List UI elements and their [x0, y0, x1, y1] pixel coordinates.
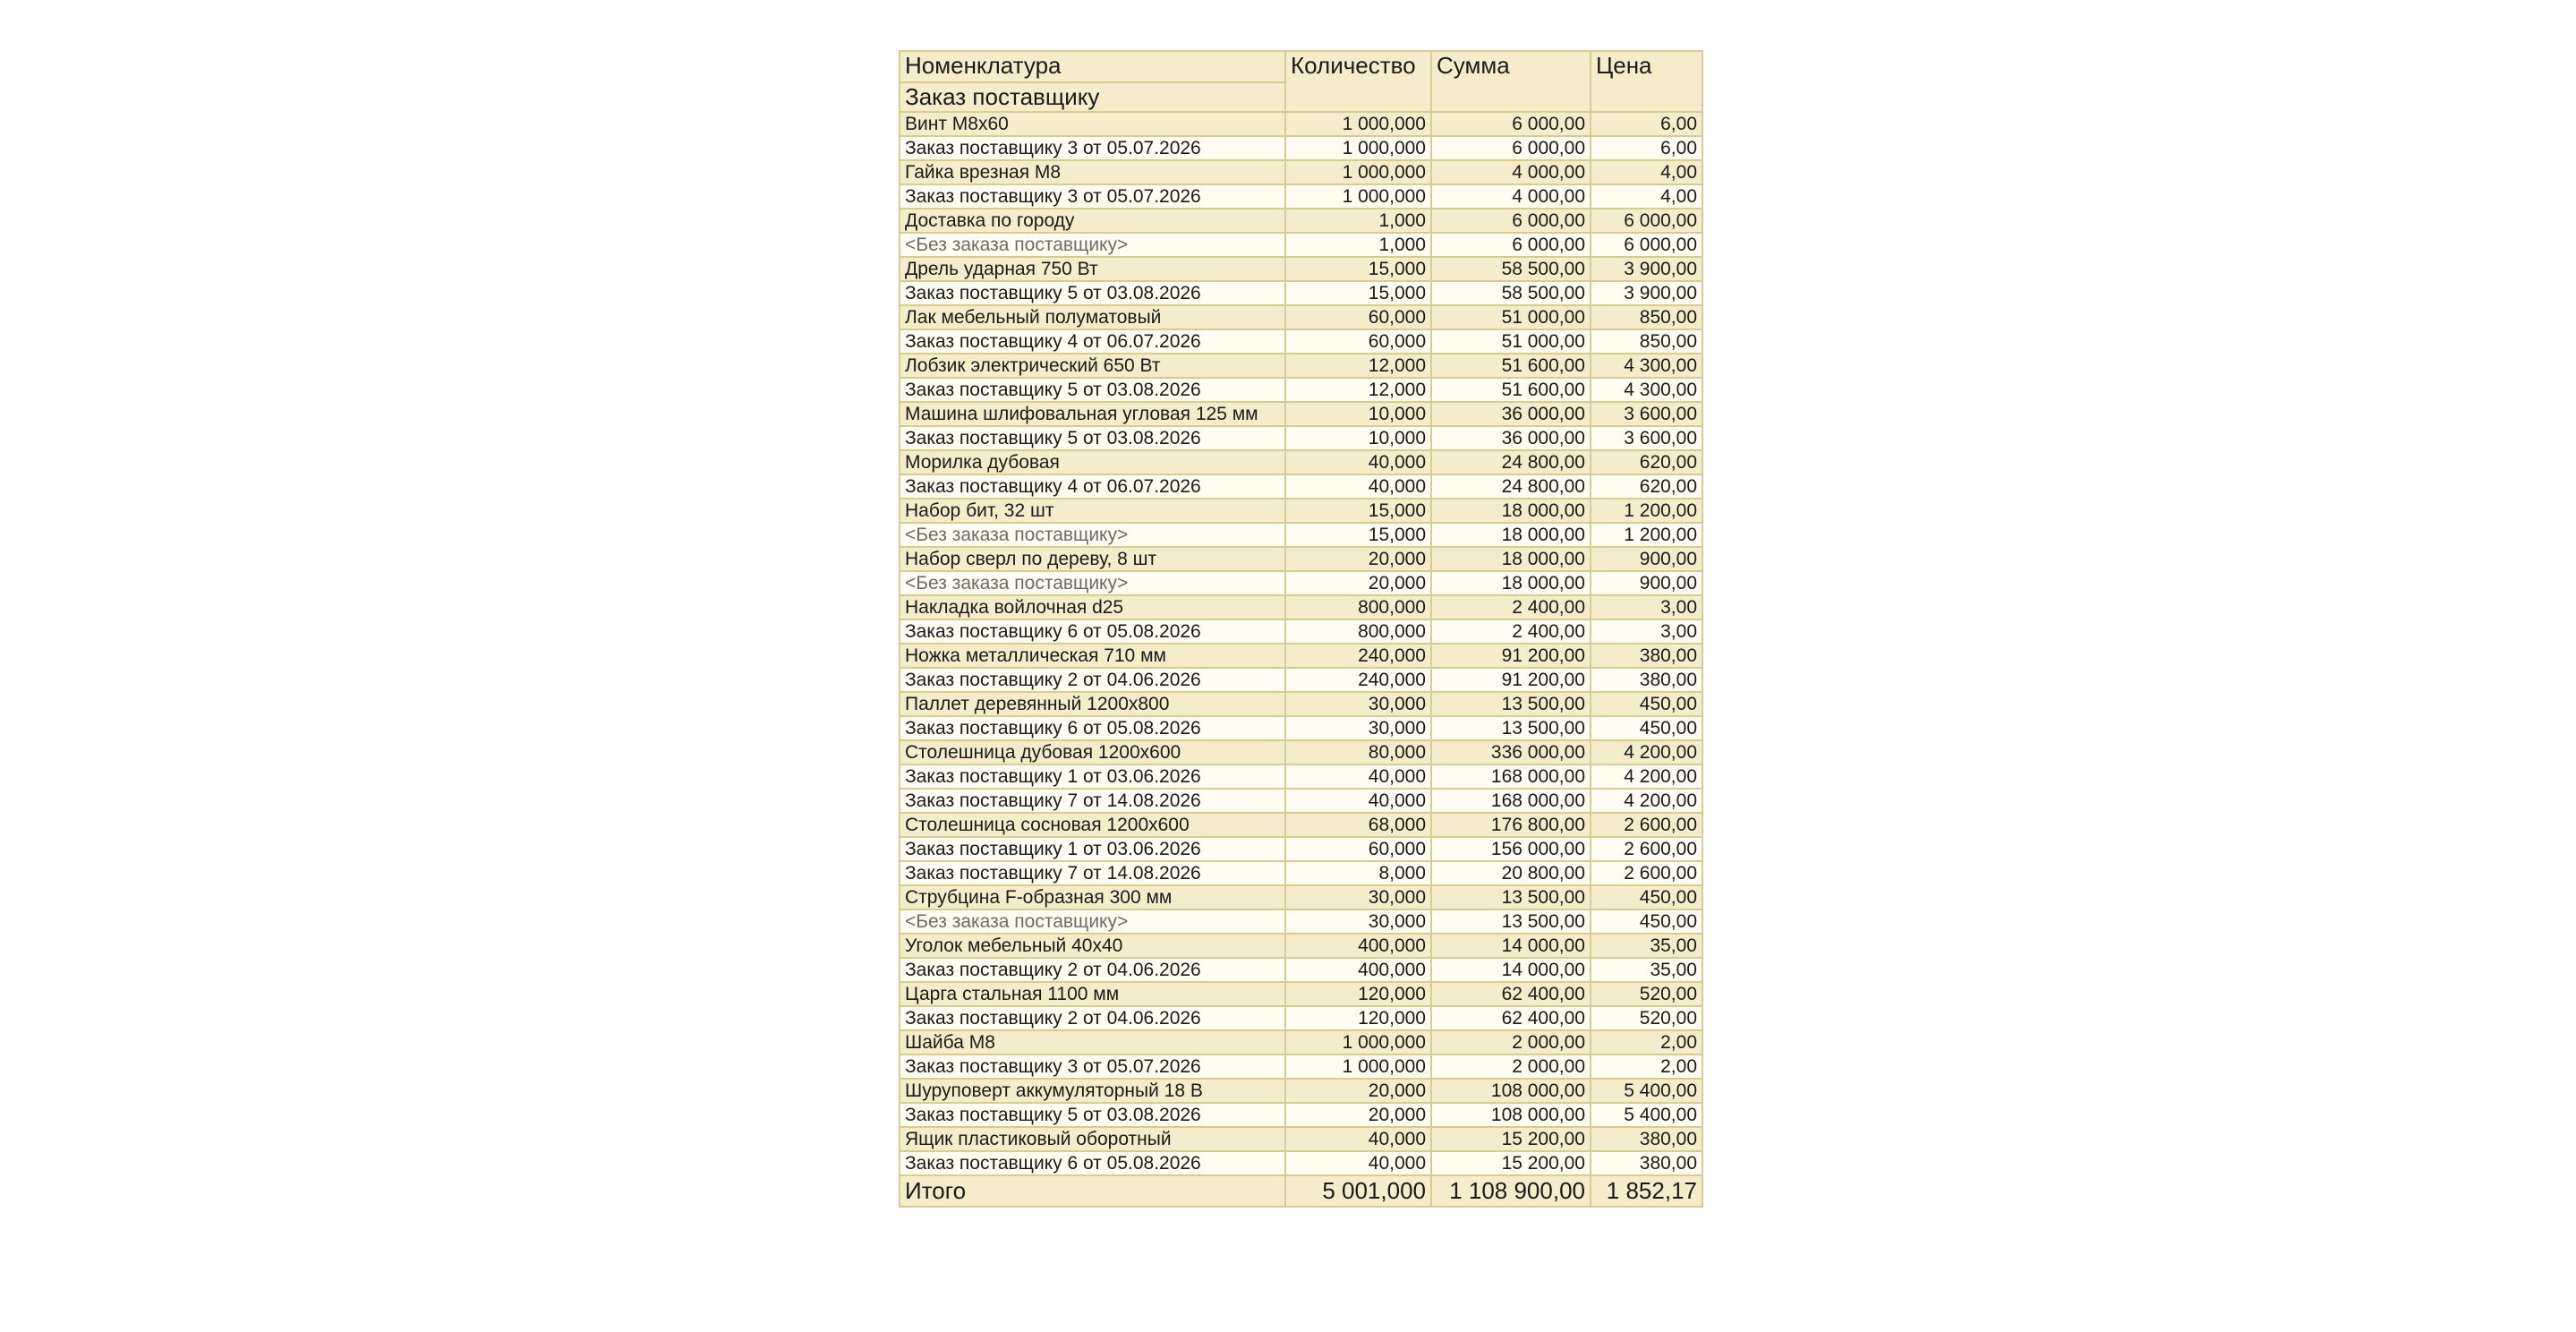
cell-price: 4 200,00 [1591, 764, 1702, 789]
nomenclature-row[interactable] [900, 1127, 1702, 1151]
order-row[interactable] [900, 1103, 1702, 1127]
cell-name: Заказ поставщику 5 от 03.08.2026 [900, 281, 1285, 305]
nomenclature-row[interactable] [900, 595, 1702, 619]
cell-name: Заказ поставщику 5 от 03.08.2026 [900, 378, 1285, 402]
cell-sum: 2 400,00 [1431, 619, 1591, 644]
nomenclature-row[interactable] [900, 209, 1702, 233]
cell-quantity: 1,000 [1285, 233, 1431, 257]
order-row[interactable] [900, 426, 1702, 450]
order-row[interactable] [900, 909, 1702, 934]
cell-price: 380,00 [1591, 1127, 1702, 1151]
cell-name: Гайка врезная М8 [900, 160, 1285, 184]
order-row[interactable] [900, 233, 1702, 257]
cell-quantity: 60,000 [1285, 837, 1431, 861]
cell-quantity: 1 000,000 [1285, 112, 1431, 136]
cell-name: Царга стальная 1100 мм [900, 982, 1285, 1006]
cell-sum: 6 000,00 [1431, 136, 1591, 160]
cell-name: Заказ поставщику 5 от 03.08.2026 [900, 1103, 1285, 1127]
total-row[interactable] [900, 1175, 1702, 1207]
cell-name: Набор сверл по дереву, 8 шт [900, 547, 1285, 571]
nomenclature-row[interactable] [900, 450, 1702, 474]
cell-quantity: 240,000 [1285, 644, 1431, 668]
cell-quantity: 12,000 [1285, 354, 1431, 378]
cell-sum: 14 000,00 [1431, 934, 1591, 958]
cell-quantity: 1 000,000 [1285, 136, 1431, 160]
cell-sum: 58 500,00 [1431, 281, 1591, 305]
cell-sum: 108 000,00 [1431, 1103, 1591, 1127]
cell-price: 900,00 [1591, 547, 1702, 571]
cell-price: 380,00 [1591, 1151, 1702, 1175]
cell-sum: 51 000,00 [1431, 305, 1591, 329]
order-row[interactable] [900, 1054, 1702, 1079]
cell-price: 520,00 [1591, 1006, 1702, 1030]
cell-price: 4 200,00 [1591, 789, 1702, 813]
order-row[interactable] [900, 571, 1702, 595]
cell-price: 4,00 [1591, 184, 1702, 209]
cell-name: Заказ поставщику 3 от 05.07.2026 [900, 184, 1285, 209]
cell-price: 3 900,00 [1591, 257, 1702, 281]
nomenclature-row[interactable] [900, 257, 1702, 281]
cell-quantity: 1 000,000 [1285, 184, 1431, 209]
cell-price: 380,00 [1591, 644, 1702, 668]
cell-price: 620,00 [1591, 474, 1702, 499]
cell-price: 3,00 [1591, 595, 1702, 619]
cell-price: 520,00 [1591, 982, 1702, 1006]
cell-quantity: 800,000 [1285, 595, 1431, 619]
cell-quantity: 800,000 [1285, 619, 1431, 644]
cell-sum: 51 000,00 [1431, 329, 1591, 354]
cell-price: 3,00 [1591, 619, 1702, 644]
report-body [900, 112, 1702, 1175]
cell-price: 2 600,00 [1591, 813, 1702, 837]
cell-quantity: 30,000 [1285, 909, 1431, 934]
cell-price: 450,00 [1591, 885, 1702, 909]
header-sum[interactable]: Сумма [1431, 51, 1591, 112]
cell-quantity: 240,000 [1285, 668, 1431, 692]
cell-name: Заказ поставщику 6 от 05.08.2026 [900, 716, 1285, 740]
nomenclature-row[interactable] [900, 1079, 1702, 1103]
header-quantity[interactable]: Количество [1285, 51, 1431, 112]
cell-name: Дрель ударная 750 Вт [900, 257, 1285, 281]
cell-price: 1 200,00 [1591, 523, 1702, 547]
order-row[interactable] [900, 281, 1702, 305]
cell-name: Заказ поставщику 1 от 03.06.2026 [900, 764, 1285, 789]
header-group-level[interactable]: Заказ поставщику [900, 82, 1285, 112]
cell-sum: 91 200,00 [1431, 644, 1591, 668]
order-row[interactable] [900, 136, 1702, 160]
cell-name: Заказ поставщику 4 от 06.07.2026 [900, 474, 1285, 499]
cell-quantity: 40,000 [1285, 474, 1431, 499]
order-row[interactable] [900, 619, 1702, 644]
order-row[interactable] [900, 837, 1702, 861]
cell-sum: 13 500,00 [1431, 716, 1591, 740]
cell-sum: 18 000,00 [1431, 523, 1591, 547]
nomenclature-row[interactable] [900, 499, 1702, 523]
cell-quantity: 10,000 [1285, 402, 1431, 426]
cell-quantity: 15,000 [1285, 499, 1431, 523]
cell-quantity: 80,000 [1285, 740, 1431, 764]
cell-name: <Без заказа поставщику> [900, 571, 1285, 595]
cell-name: Столешница дубовая 1200х600 [900, 740, 1285, 764]
cell-price: 5 400,00 [1591, 1103, 1702, 1127]
cell-quantity: 60,000 [1285, 329, 1431, 354]
cell-price: 450,00 [1591, 716, 1702, 740]
header-price[interactable]: Цена [1591, 51, 1702, 112]
cell-sum: 15 200,00 [1431, 1151, 1591, 1175]
cell-name: Шайба М8 [900, 1030, 1285, 1054]
cell-sum: 15 200,00 [1431, 1127, 1591, 1151]
cell-sum: 6 000,00 [1431, 209, 1591, 233]
cell-price: 850,00 [1591, 329, 1702, 354]
cell-price: 5 400,00 [1591, 1079, 1702, 1103]
order-row[interactable] [900, 789, 1702, 813]
cell-quantity: 40,000 [1285, 1127, 1431, 1151]
cell-quantity: 30,000 [1285, 716, 1431, 740]
cell-sum: 2 000,00 [1431, 1030, 1591, 1054]
cell-sum: 51 600,00 [1431, 378, 1591, 402]
cell-price: 2,00 [1591, 1030, 1702, 1054]
cell-price: 1 200,00 [1591, 499, 1702, 523]
cell-sum: 24 800,00 [1431, 450, 1591, 474]
nomenclature-row[interactable] [900, 813, 1702, 837]
cell-price: 2 600,00 [1591, 861, 1702, 885]
cell-sum: 4 000,00 [1431, 160, 1591, 184]
nomenclature-row[interactable] [900, 1030, 1702, 1054]
order-row[interactable] [900, 1006, 1702, 1030]
order-row[interactable] [900, 184, 1702, 209]
cell-quantity: 1 000,000 [1285, 160, 1431, 184]
cell-sum: 176 800,00 [1431, 813, 1591, 837]
cell-name: Заказ поставщику 5 от 03.08.2026 [900, 426, 1285, 450]
total-sum: 1 108 900,00 [1431, 1175, 1591, 1207]
cell-sum: 156 000,00 [1431, 837, 1591, 861]
cell-price: 620,00 [1591, 450, 1702, 474]
nomenclature-row[interactable] [900, 692, 1702, 716]
cell-sum: 13 500,00 [1431, 692, 1591, 716]
header-nomenclature[interactable]: Номенклатура [900, 51, 1285, 82]
cell-price: 35,00 [1591, 934, 1702, 958]
cell-quantity: 15,000 [1285, 523, 1431, 547]
cell-sum: 13 500,00 [1431, 885, 1591, 909]
cell-quantity: 1,000 [1285, 209, 1431, 233]
cell-quantity: 400,000 [1285, 934, 1431, 958]
cell-quantity: 30,000 [1285, 885, 1431, 909]
cell-price: 3 600,00 [1591, 426, 1702, 450]
cell-name: Заказ поставщику 4 от 06.07.2026 [900, 329, 1285, 354]
total-quantity: 5 001,000 [1285, 1175, 1431, 1207]
cell-price: 850,00 [1591, 305, 1702, 329]
cell-price: 3 600,00 [1591, 402, 1702, 426]
order-row[interactable] [900, 861, 1702, 885]
cell-name: Винт М8х60 [900, 112, 1285, 136]
cell-price: 6,00 [1591, 136, 1702, 160]
order-row[interactable] [900, 668, 1702, 692]
cell-name: Шуруповерт аккумуляторный 18 В [900, 1079, 1285, 1103]
cell-name: Набор бит, 32 шт [900, 499, 1285, 523]
nomenclature-row[interactable] [900, 402, 1702, 426]
cell-price: 6 000,00 [1591, 233, 1702, 257]
cell-quantity: 10,000 [1285, 426, 1431, 450]
cell-quantity: 1 000,000 [1285, 1054, 1431, 1079]
cell-price: 2 600,00 [1591, 837, 1702, 861]
cell-price: 450,00 [1591, 909, 1702, 934]
cell-price: 4 300,00 [1591, 354, 1702, 378]
cell-price: 4 300,00 [1591, 378, 1702, 402]
cell-sum: 2 400,00 [1431, 595, 1591, 619]
cell-name: Паллет деревянный 1200х800 [900, 692, 1285, 716]
cell-quantity: 20,000 [1285, 1079, 1431, 1103]
cell-sum: 51 600,00 [1431, 354, 1591, 378]
cell-name: Накладка войлочная d25 [900, 595, 1285, 619]
cell-quantity: 40,000 [1285, 764, 1431, 789]
cell-name: Заказ поставщику 6 от 05.08.2026 [900, 619, 1285, 644]
cell-price: 900,00 [1591, 571, 1702, 595]
nomenclature-row[interactable] [900, 740, 1702, 764]
cell-name: Заказ поставщику 6 от 05.08.2026 [900, 1151, 1285, 1175]
cell-quantity: 8,000 [1285, 861, 1431, 885]
cell-quantity: 60,000 [1285, 305, 1431, 329]
cell-sum: 24 800,00 [1431, 474, 1591, 499]
cell-quantity: 120,000 [1285, 982, 1431, 1006]
cell-sum: 108 000,00 [1431, 1079, 1591, 1103]
cell-name: Заказ поставщику 3 от 05.07.2026 [900, 1054, 1285, 1079]
cell-name: Морилка дубовая [900, 450, 1285, 474]
cell-quantity: 20,000 [1285, 571, 1431, 595]
cell-name: Заказ поставщику 7 от 14.08.2026 [900, 789, 1285, 813]
cell-quantity: 400,000 [1285, 958, 1431, 982]
cell-sum: 58 500,00 [1431, 257, 1591, 281]
cell-quantity: 120,000 [1285, 1006, 1431, 1030]
cell-sum: 18 000,00 [1431, 547, 1591, 571]
cell-sum: 20 800,00 [1431, 861, 1591, 885]
cell-sum: 336 000,00 [1431, 740, 1591, 764]
cell-price: 4 200,00 [1591, 740, 1702, 764]
cell-name: Доставка по городу [900, 209, 1285, 233]
cell-quantity: 40,000 [1285, 789, 1431, 813]
cell-price: 4,00 [1591, 160, 1702, 184]
cell-name: Заказ поставщику 1 от 03.06.2026 [900, 837, 1285, 861]
cell-quantity: 20,000 [1285, 547, 1431, 571]
total-label: Итого [900, 1175, 1285, 1207]
cell-sum: 62 400,00 [1431, 982, 1591, 1006]
cell-sum: 14 000,00 [1431, 958, 1591, 982]
cell-name: Уголок мебельный 40х40 [900, 934, 1285, 958]
cell-quantity: 15,000 [1285, 257, 1431, 281]
cell-name: Лобзик электрический 650 Вт [900, 354, 1285, 378]
cell-name: Струбцина F-образная 300 мм [900, 885, 1285, 909]
cell-price: 3 900,00 [1591, 281, 1702, 305]
cell-quantity: 15,000 [1285, 281, 1431, 305]
cell-quantity: 1 000,000 [1285, 1030, 1431, 1054]
cell-name: Заказ поставщику 3 от 05.07.2026 [900, 136, 1285, 160]
cell-price: 2,00 [1591, 1054, 1702, 1079]
cell-sum: 168 000,00 [1431, 764, 1591, 789]
cell-sum: 2 000,00 [1431, 1054, 1591, 1079]
nomenclature-row[interactable] [900, 644, 1702, 668]
cell-name: Заказ поставщику 2 от 04.06.2026 [900, 1006, 1285, 1030]
cell-name: Заказ поставщику 2 от 04.06.2026 [900, 958, 1285, 982]
total-price: 1 852,17 [1591, 1175, 1702, 1207]
cell-price: 35,00 [1591, 958, 1702, 982]
cell-name: Ножка металлическая 710 мм [900, 644, 1285, 668]
cell-sum: 36 000,00 [1431, 426, 1591, 450]
cell-name: <Без заказа поставщику> [900, 523, 1285, 547]
report-table [899, 50, 1703, 1208]
nomenclature-row[interactable] [900, 305, 1702, 329]
cell-sum: 13 500,00 [1431, 909, 1591, 934]
nomenclature-row[interactable] [900, 112, 1702, 136]
cell-name: <Без заказа поставщику> [900, 233, 1285, 257]
order-row[interactable] [900, 958, 1702, 982]
cell-sum: 4 000,00 [1431, 184, 1591, 209]
order-row[interactable] [900, 474, 1702, 499]
order-row[interactable] [900, 1151, 1702, 1175]
cell-sum: 91 200,00 [1431, 668, 1591, 692]
order-row[interactable] [900, 716, 1702, 740]
cell-quantity: 12,000 [1285, 378, 1431, 402]
cell-name: Заказ поставщику 7 от 14.08.2026 [900, 861, 1285, 885]
nomenclature-row[interactable] [900, 160, 1702, 184]
cell-name: Лак мебельный полуматовый [900, 305, 1285, 329]
cell-quantity: 30,000 [1285, 692, 1431, 716]
cell-sum: 62 400,00 [1431, 1006, 1591, 1030]
cell-quantity: 40,000 [1285, 450, 1431, 474]
nomenclature-row[interactable] [900, 354, 1702, 378]
cell-name: Заказ поставщику 2 от 04.06.2026 [900, 668, 1285, 692]
cell-name: <Без заказа поставщику> [900, 909, 1285, 934]
order-row[interactable] [900, 378, 1702, 402]
cell-price: 6,00 [1591, 112, 1702, 136]
cell-sum: 36 000,00 [1431, 402, 1591, 426]
cell-name: Машина шлифовальная угловая 125 мм [900, 402, 1285, 426]
nomenclature-row[interactable] [900, 885, 1702, 909]
order-row[interactable] [900, 523, 1702, 547]
cell-sum: 18 000,00 [1431, 499, 1591, 523]
cell-quantity: 20,000 [1285, 1103, 1431, 1127]
cell-quantity: 68,000 [1285, 813, 1431, 837]
cell-price: 450,00 [1591, 692, 1702, 716]
cell-sum: 6 000,00 [1431, 233, 1591, 257]
order-row[interactable] [900, 764, 1702, 789]
cell-price: 380,00 [1591, 668, 1702, 692]
cell-quantity: 40,000 [1285, 1151, 1431, 1175]
order-row[interactable] [900, 329, 1702, 354]
header-row [900, 51, 1702, 82]
nomenclature-row[interactable] [900, 982, 1702, 1006]
cell-sum: 6 000,00 [1431, 112, 1591, 136]
nomenclature-row[interactable] [900, 934, 1702, 958]
cell-sum: 168 000,00 [1431, 789, 1591, 813]
cell-price: 6 000,00 [1591, 209, 1702, 233]
cell-name: Ящик пластиковый оборотный [900, 1127, 1285, 1151]
nomenclature-row[interactable] [900, 547, 1702, 571]
cell-name: Столешница сосновая 1200х600 [900, 813, 1285, 837]
cell-sum: 18 000,00 [1431, 571, 1591, 595]
